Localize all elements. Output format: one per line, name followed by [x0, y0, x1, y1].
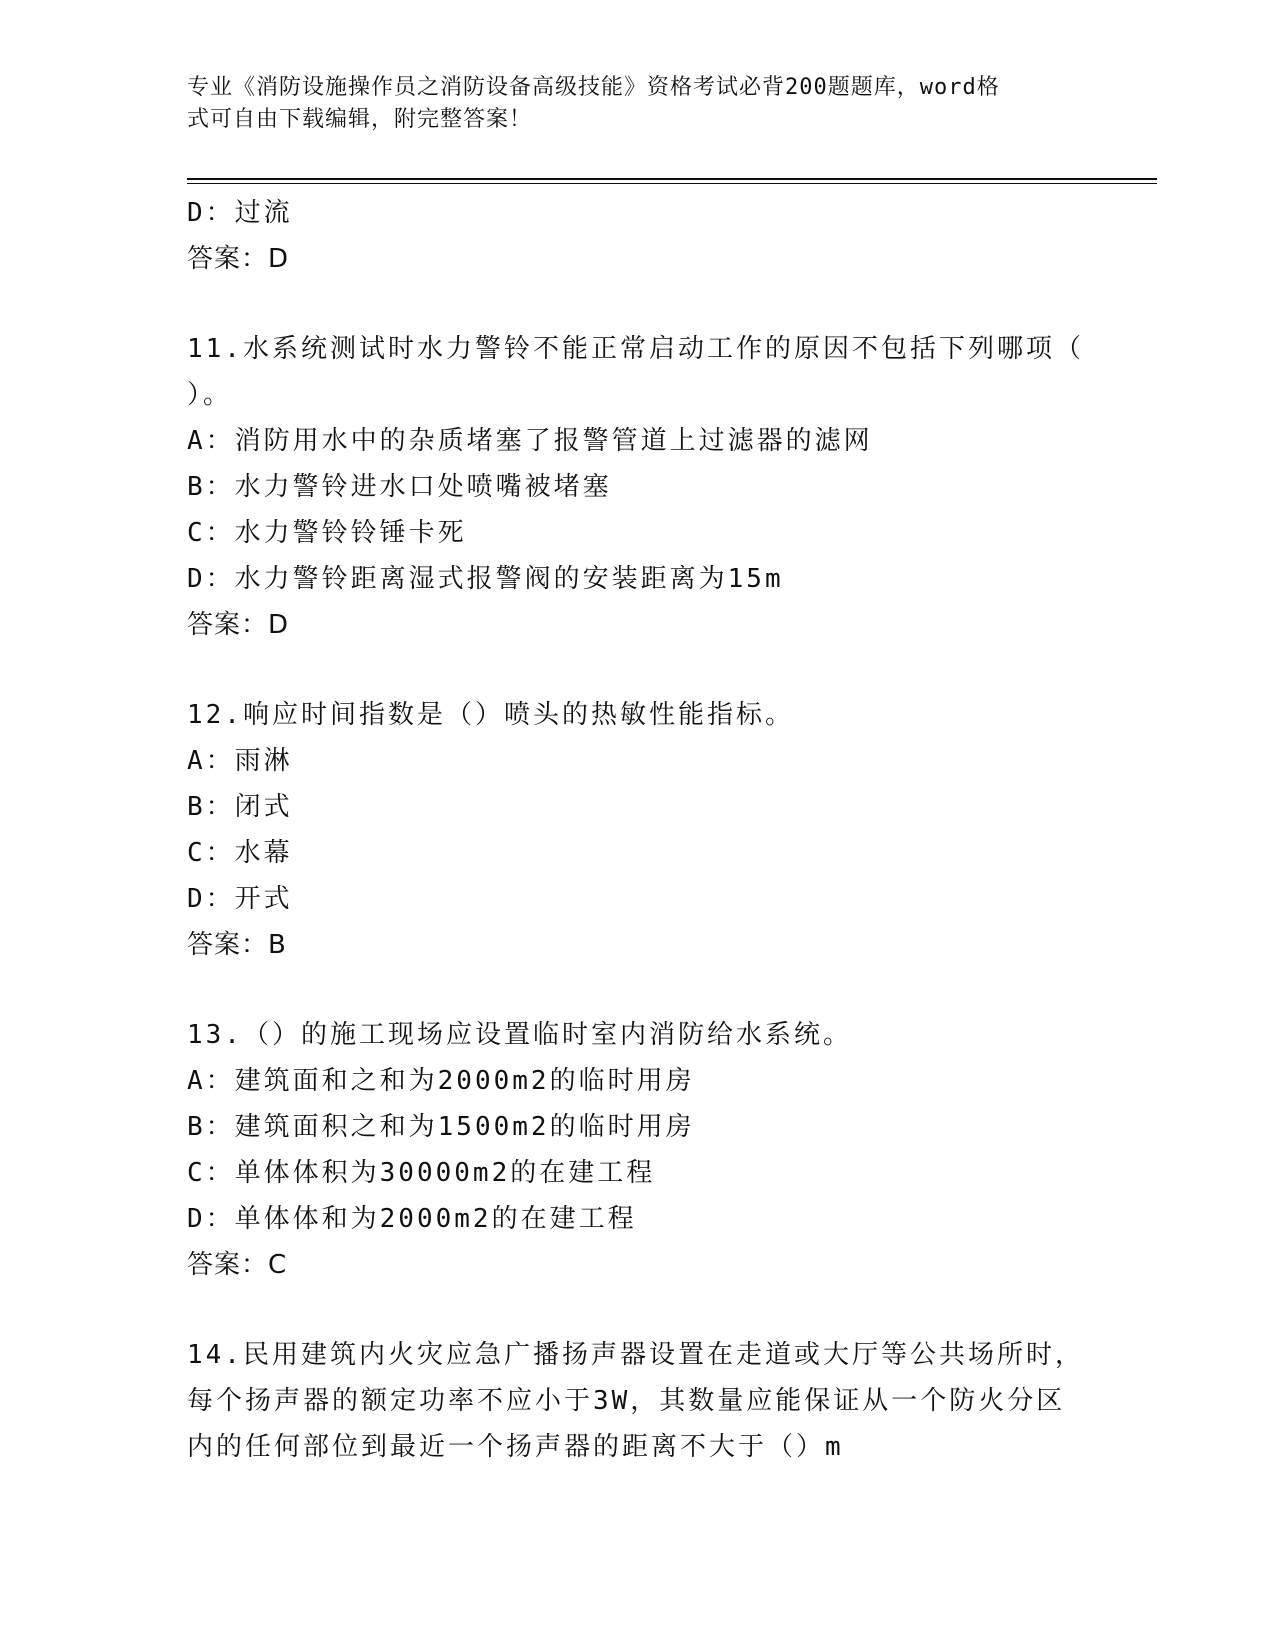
option-d: D：水力警铃距离湿式报警阀的安装距离为15m [187, 564, 784, 594]
question-13 [187, 1012, 1087, 1288]
question-stem: 13.（）的施工现场应设置临时室内消防给水系统。 [187, 1020, 852, 1050]
document-header [187, 72, 1067, 136]
header-line-1: 专业《消防设施操作员之消防设备高级技能》资格考试必背200题题库，word格 [187, 75, 1000, 100]
answer-label: 答案：B [187, 930, 287, 960]
option-a: A：消防用水中的杂质堵塞了报警管道上过滤器的滤网 [187, 426, 873, 456]
option-a: A：建筑面和之和为2000m2的临时用房 [187, 1066, 695, 1096]
option-d: D：过流 [187, 198, 293, 228]
option-c: C：单体体积为30000m2的在建工程 [187, 1158, 656, 1188]
question-stem: 11.水系统测试时水力警铃不能正常启动工作的原因不包括下列哪项（ [187, 334, 1084, 364]
option-d: D：开式 [187, 884, 293, 914]
header-divider [187, 178, 1157, 185]
question-12 [187, 692, 1087, 968]
option-b: B：闭式 [187, 792, 293, 822]
option-c: C：水力警铃铃锤卡死 [187, 518, 467, 548]
answer-label: 答案：C [187, 1250, 288, 1280]
question-stem-cont: 内的任何部位到最近一个扬声器的距离不大于（）m [187, 1432, 844, 1462]
document-body [187, 190, 1087, 1470]
option-b: B：建筑面积之和为1500m2的临时用房 [187, 1112, 695, 1142]
option-a: A：雨淋 [187, 746, 293, 776]
header-line-2: 式可自由下载编辑，附完整答案！ [187, 107, 533, 132]
answer-label: 答案：D [187, 244, 290, 274]
option-c: C：水幕 [187, 838, 293, 868]
option-b: B：水力警铃进水口处喷嘴被堵塞 [187, 472, 612, 502]
option-d: D：单体体和为2000m2的在建工程 [187, 1204, 637, 1234]
question-stem-cont: 每个扬声器的额定功率不应小于3W，其数量应能保证从一个防火分区 [187, 1386, 1066, 1416]
question-14 [187, 1332, 1087, 1470]
question-11 [187, 326, 1087, 648]
answer-label: 答案：D [187, 610, 290, 640]
question-stem-cont: ）。 [187, 380, 233, 410]
prev-question-tail [187, 190, 1087, 282]
question-stem: 14.民用建筑内火灾应急广播扬声器设置在走道或大厅等公共场所时， [187, 1340, 1084, 1370]
question-stem: 12.响应时间指数是（）喷头的热敏性能指标。 [187, 700, 794, 730]
